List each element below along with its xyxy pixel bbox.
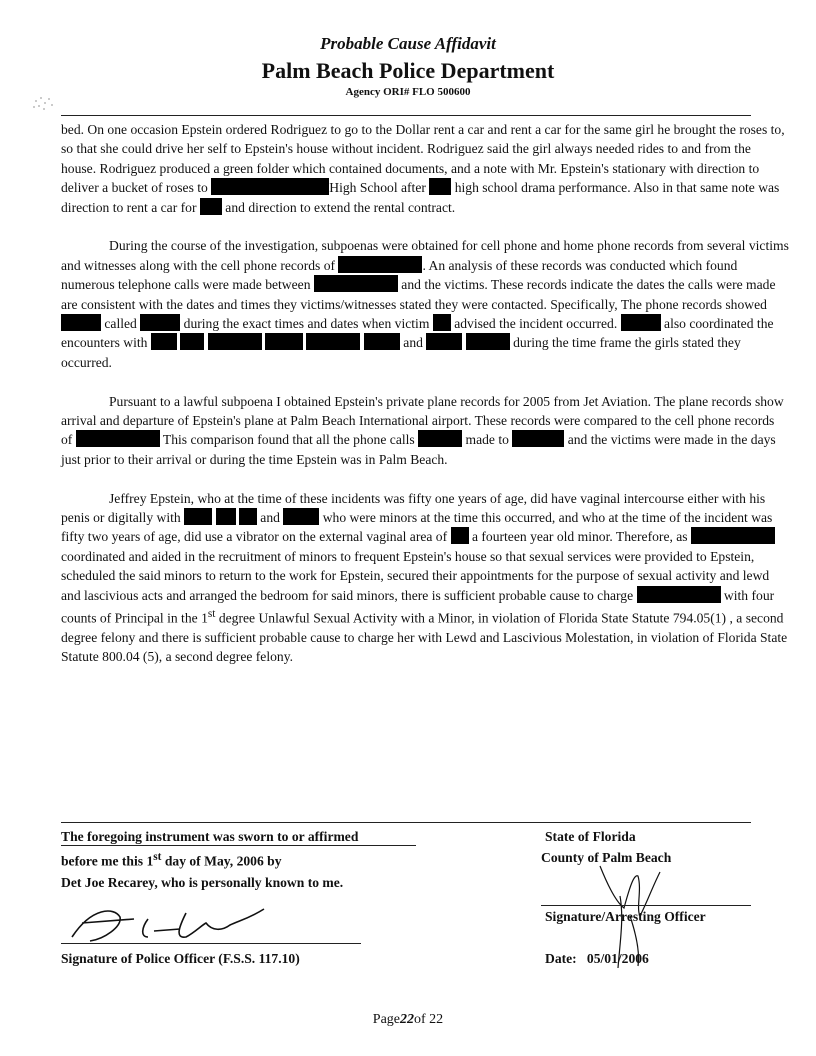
redaction <box>466 333 510 350</box>
redaction <box>691 527 775 544</box>
header-rule <box>61 115 751 116</box>
redaction <box>512 430 564 447</box>
redaction <box>429 178 451 195</box>
redaction <box>338 256 422 273</box>
scan-artifact <box>30 92 70 114</box>
redaction <box>621 314 661 331</box>
redaction <box>418 430 462 447</box>
state-label: State of Florida <box>545 829 636 844</box>
page-number: Page22of 22 <box>372 1012 444 1027</box>
police-signature-label: Signature of Police Officer (F.S.S. 117.10) <box>61 951 300 966</box>
date-value: 05/01/2006 <box>586 951 649 966</box>
redaction <box>265 333 303 350</box>
redaction <box>239 508 257 525</box>
police-officer-signature <box>62 895 282 950</box>
redaction <box>451 527 469 544</box>
redaction <box>426 333 462 350</box>
date-row <box>545 948 649 969</box>
document-type: Probable Cause Affidavit <box>320 34 496 53</box>
sworn-line-2: before me this 1st day of May, 2006 by <box>61 851 282 869</box>
redaction <box>184 508 212 525</box>
redaction <box>151 333 177 350</box>
county-label: County of Palm Beach <box>541 850 672 865</box>
redaction <box>211 178 329 195</box>
redaction <box>208 333 262 350</box>
affidavit-body <box>61 120 789 686</box>
redaction <box>306 333 360 350</box>
police-signature-line <box>61 943 361 944</box>
sworn-statement <box>61 826 358 893</box>
department-name: Palm Beach Police Department <box>261 58 555 83</box>
arresting-signature-line <box>541 905 751 906</box>
redaction <box>283 508 319 525</box>
paragraph-rental-car: bed. On one occasion Epstein ordered Rodriguez to go to the Dollar rent a car and rent a car for the same girl he brought the roses to, so that she could drive her self to Epstein's house without incident. Rodriguez said the girl always needed rides to and from the house. Rodriguez produced a green folder which contained documents, and a note with Mr. Epstein's stationary with direction to deliver a bucket of roses to High School after high school drama performance. Also in that same note was direction to rent a car for and direction to extend the rental contract. <box>61 122 785 215</box>
date-label: Date: <box>545 951 577 966</box>
current-page: 22 <box>400 1012 415 1027</box>
redaction <box>364 333 400 350</box>
footer-rule <box>61 822 751 823</box>
arresting-signature-label: Signature/Arresting Officer <box>545 909 706 924</box>
agency-ori: Agency ORI# FLO 500600 <box>345 86 471 98</box>
paragraph-charges: Jeffrey Epstein, who at the time of these incidents was fifty one years of age, did have vaginal intercourse either with his penis or digitally with and who were minors at the time this occurred, and who at the time of the incident was fifty two years of age, did use a vibrator on the external vaginal area of a fourteen year old minor. Therefore, as coordinated and aided in the recruitment of minors to frequent Epstein's house so that sexual services were provided to Epstein, scheduled the said minors to return to the work for Epstein, secured their appointments for the purpose of sexual activity and lewd and lascivious acts and arranged the bedroom for said minors, there is sufficient probable cause to charge with four counts of Principal in the 1st degree Unlawful Sexual Activity with a Minor, in violation of Florida State Statute 794.05(1) , a second degree felony and there is sufficient probable cause to charge her with Lewd and Lascivious Molestation, in violation of Florida State Statute 800.04 (5), a second degree felony. <box>61 490 788 665</box>
redaction <box>433 314 451 331</box>
redaction <box>200 198 222 215</box>
redaction <box>637 586 721 603</box>
sworn-line-1: The foregoing instrument was sworn to or affirmed <box>61 829 359 844</box>
redaction <box>314 275 398 292</box>
paragraph-plane-records: Pursuant to a lawful subpoena I obtained Epstein's private plane records for 2005 from Jet Aviation. The plane records show arrival and departure of Epstein's plane at Palm Beach International airport. These records were compared to the cell phone records of This comparison found that all the phone calls made to and the victims were made in the days just prior to their arrival or during the time Epstein was in Palm Beach. <box>61 393 784 467</box>
paragraph-phone-records: During the course of the investigation, subpoenas were obtained for cell phone and home phone records from several victims and witnesses along with the cell phone records of . An analysis of these records was conducted which found numerous telephone calls were made between and the victims. These records indicate the dates the calls were made are consistent with the dates and times they victims/witnesses stated they were contacted. Specifically, The phone records showed called during the exact times and dates when victim advised the incident occurred. also coordinated the encounters with and during the time frame the girls stated they occurred. <box>61 238 789 370</box>
sworn-line-3: Det Joe Recarey, who is personally known to me. <box>61 874 344 890</box>
redaction <box>216 508 236 525</box>
redaction <box>140 314 180 331</box>
redaction <box>61 314 101 331</box>
redaction <box>76 430 160 447</box>
sworn-underline <box>61 845 416 846</box>
redaction <box>180 333 204 350</box>
